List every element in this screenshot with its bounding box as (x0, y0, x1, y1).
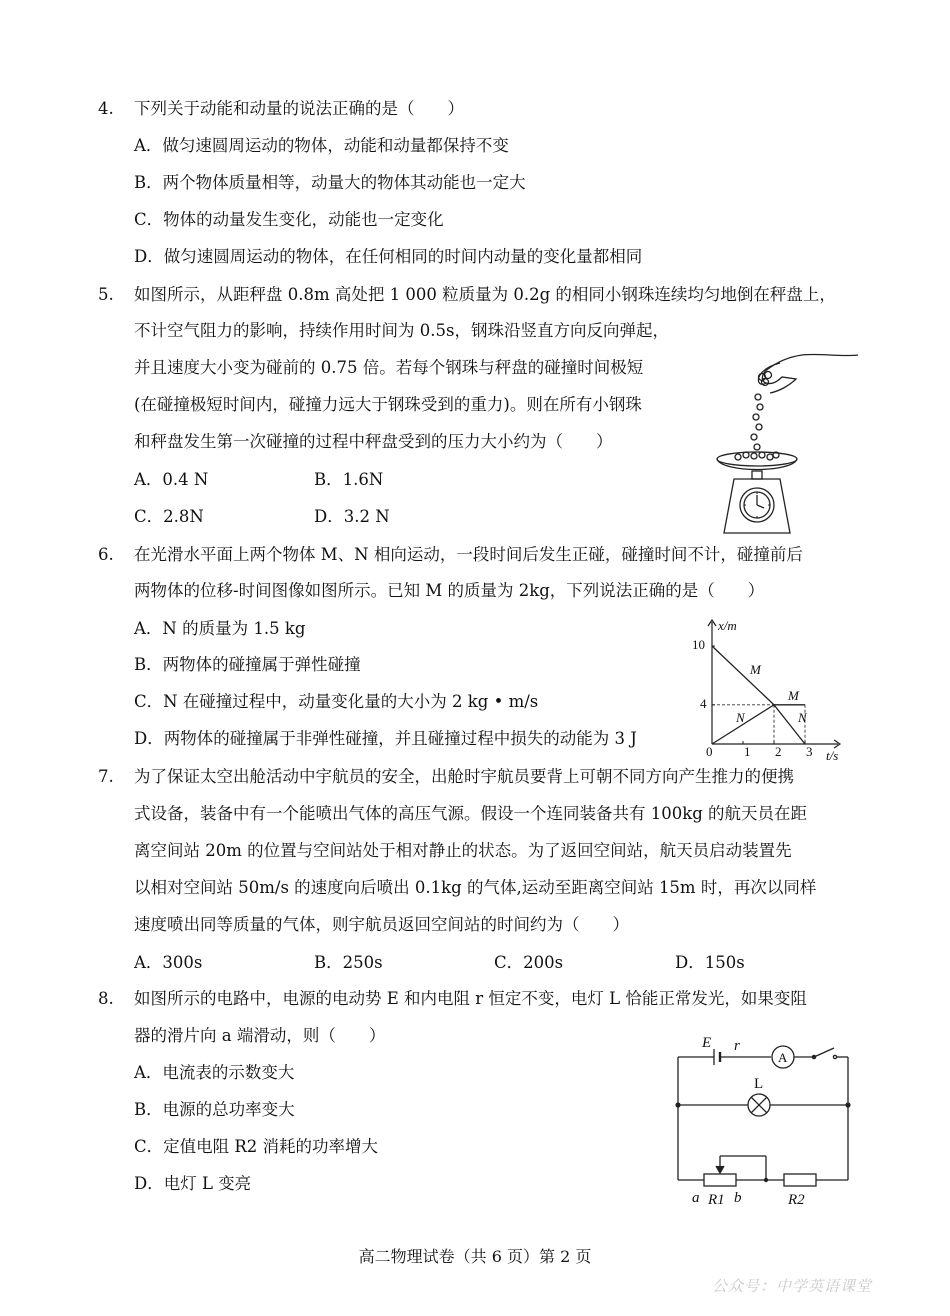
series-label-n: N (736, 710, 745, 725)
q7-option-d: D．150s (675, 953, 745, 972)
q4-stem: 下列关于动能和动量的说法正确的是（ ） (134, 99, 464, 118)
x-tick-label: 1 (744, 744, 751, 759)
q4-option-d: D．做匀速圆周运动的物体，在任何相同的时间内动量的变化量都相同 (134, 247, 643, 266)
y-tick-label: 4 (700, 696, 707, 711)
x-tick-label: 2 (775, 744, 782, 759)
q6-line: 两物体的位移-时间图像如图所示。已知 M 的质量为 2kg，下列说法正确的是（ ） (134, 581, 765, 600)
q6-option-a: A．N 的质量为 1.5 kg (134, 619, 306, 638)
q7-line: 以相对空间站 50m/s 的速度向后喷出 0.1kg 的气体,运动至距离空间站 15m 时，再次以同样 (134, 878, 817, 897)
rheostat-r1 (704, 1174, 736, 1186)
resistor-r2 (784, 1174, 816, 1186)
series-label-m: M (750, 662, 761, 677)
q8-number: 8. (98, 989, 114, 1008)
ammeter-label: A (778, 1050, 788, 1065)
scale-figure (710, 345, 860, 540)
q8-option-a: A．电流表的示数变大 (134, 1063, 295, 1082)
q5-line: 并且速度大小变为碰前的 0.75 倍。若每个钢珠与秤盘的碰撞时间极短 (134, 358, 644, 377)
x-axis-label: t/s (826, 748, 839, 762)
q4-number: 4. (98, 99, 114, 118)
series-line-n (712, 705, 805, 744)
lamp-label: L (754, 1076, 764, 1092)
watermark: 公众号：中学英语课堂 (712, 1277, 873, 1295)
x-tick-label: 0 (706, 744, 713, 759)
q8-option-d: D．电灯 L 变亮 (134, 1174, 252, 1193)
q5-line: 如图所示，从距秤盘 0.8m 高处把 1 000 粒质量为 0.2g 的相同小钢珠连续均匀地倒在秤盘上， (134, 285, 836, 304)
q8-line: 器的滑片向 a 端滑动，则（ ） (134, 1026, 386, 1045)
r1-label: R1 (708, 1192, 725, 1208)
terminal-b-label: b (734, 1190, 742, 1206)
q7-number: 7. (98, 767, 114, 786)
q5-option-d: D．3.2 N (314, 507, 390, 526)
y-axis-label: x/m (718, 618, 737, 633)
r2-label: R2 (788, 1192, 805, 1208)
q6-number: 6. (98, 545, 114, 564)
y-tick-label: 10 (692, 637, 705, 652)
q6-option-d: D．两物体的碰撞属于非弹性碰撞，并且碰撞过程中损失的动能为 3 J (134, 729, 637, 748)
q5-option-a: A．0.4 N (134, 470, 209, 489)
series-label-n-after: N (798, 710, 807, 725)
q5-line: 和秤盘发生第一次碰撞的过程中秤盘受到的压力大小约为（ ） (134, 432, 613, 451)
q5-number: 5. (98, 285, 114, 304)
series-label-m-after: M (788, 688, 799, 703)
page-footer: 高二物理试卷（共 6 页）第 2 页 (358, 1247, 592, 1266)
circuit-diagram (668, 1032, 858, 1212)
q8-option-c: C．定值电阻 R2 消耗的功率增大 (134, 1137, 379, 1156)
slider-arrow-icon (716, 1166, 724, 1173)
terminal-a-label: a (692, 1190, 700, 1206)
q7-line: 式设备，装备中有一个能喷出气体的高压气源。假设一个连同装备共有 100kg 的航天员在距 (134, 804, 808, 823)
emf-label: E (702, 1035, 712, 1051)
q7-line: 离空间站 20m 的位置与空间站处于相对静止的状态。为了返回空间站，航天员启动装置先 (134, 841, 792, 860)
q5-line: (在碰撞极短时间内，碰撞力远大于钢珠受到的重力)。则在所有小钢珠 (134, 395, 642, 414)
hand-icon (762, 354, 858, 393)
x-tick-label: 3 (806, 744, 813, 759)
q4-option-c: C．物体的动量发生变化，动能也一定变化 (134, 210, 444, 229)
internal-resistance-label: r (734, 1038, 740, 1054)
q6-option-b: B．两物体的碰撞属于弹性碰撞 (134, 655, 361, 674)
q7-option-c: C．200s (494, 953, 564, 972)
q5-option-c: C．2.8N (134, 507, 204, 526)
q7-line: 为了保证太空出舱活动中宇航员的安全，出舱时宇航员要背上可朝不同方向产生推力的便携 (134, 767, 794, 786)
q8-line: 如图所示的电路中，电源的电动势 E 和内电阻 r 恒定不变，电灯 L 恰能正常发光，如果变阻 (134, 989, 807, 1008)
q7-option-a: A．300s (134, 953, 203, 972)
q4-option-b: B．两个物体质量相等，动量大的物体其动能也一定大 (134, 173, 526, 192)
q8-option-b: B．电源的总功率变大 (134, 1100, 295, 1119)
q7-line: 速度喷出同等质量的气体，则宇航员返回空间站的时间约为（ ） (134, 915, 629, 934)
q6-line: 在光滑水平面上两个物体 M、N 相向运动，一段时间后发生正碰，碰撞时间不计，碰撞前后 (134, 545, 803, 564)
q6-option-c: C．N 在碰撞过程中，动量变化量的大小为 2 kg • m/s (134, 692, 539, 711)
q5-line: 不计空气阻力的影响，持续作用时间为 0.5s，钢珠沿竖直方向反向弹起， (134, 321, 669, 340)
switch-icon (814, 1048, 834, 1057)
q5-option-b: B．1.6N (314, 470, 384, 489)
q7-option-b: B．250s (314, 953, 383, 972)
xt-graph (688, 616, 848, 762)
q4-option-a: A．做匀速圆周运动的物体，动能和动量都保持不变 (134, 136, 509, 155)
